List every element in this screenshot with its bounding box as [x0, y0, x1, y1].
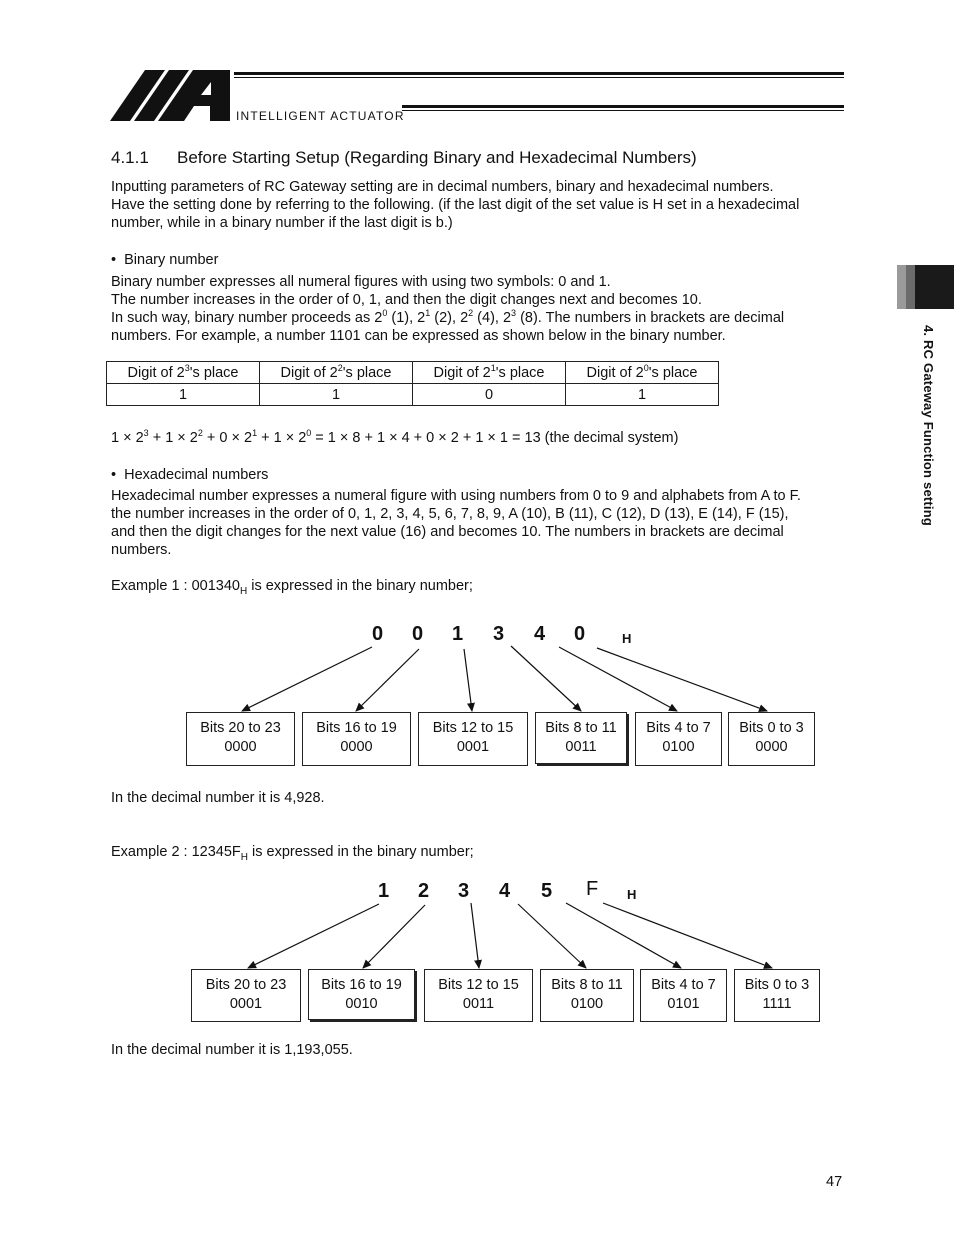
hex-bullet: • Hexadecimal numbers — [111, 467, 269, 483]
example1-result: In the decimal number it is 4,928. — [111, 790, 325, 806]
binary-line: The number increases in the order of 0, 1, and then the digit changes next and becomes 10. — [111, 292, 702, 308]
table-header-cell: Digit of $2^2's$ place — [260, 362, 413, 384]
intro-line: number, while in a binary number if the last digit is b.) — [111, 215, 453, 231]
example1-digit: 0 — [574, 623, 586, 645]
hex-line: the number increases in the order of 0, 1, 2, 3, 4, 5, 6, 7, 8, 9, A (10), B (11), C (12), D (13), E (14), F (15), — [111, 506, 789, 522]
arrow-line — [518, 904, 586, 968]
example2-bit-box: Bits 4 to 7 0101 — [640, 969, 727, 1022]
table-header-cell: Digit of $2^3's$ place — [107, 362, 260, 384]
bullet-dot: • — [111, 252, 125, 268]
table-cell: 1 — [566, 384, 719, 406]
section-heading — [111, 148, 697, 168]
intro-paragraph — [111, 178, 799, 232]
page-number: 47 — [826, 1174, 843, 1190]
arrow-line — [464, 649, 472, 711]
example2-digit: 2 — [418, 880, 430, 902]
arrow-line — [363, 905, 425, 968]
example1-digit: 0 — [412, 623, 424, 645]
hex-line: numbers. — [111, 542, 172, 558]
arrow-line — [603, 903, 772, 968]
binary-line: Binary number expresses all numeral figures with using two symbols: 0 and 1. — [111, 274, 611, 290]
example1-bit-box: Bits 4 to 7 0100 — [635, 712, 722, 766]
chapter-tab-marker — [897, 265, 954, 309]
section-title: Before Starting Setup (Regarding Binary and Hexadecimal Numbers) — [177, 148, 697, 167]
table-cell: 1 — [107, 384, 260, 406]
intro-line: Have the setting done by referring to the following. (if the last digit of the set value is H set in a hexadecimal — [111, 197, 800, 213]
hex-line: and then the digit changes for the next value (16) and becomes 10. The numbers in brackets are decimal — [111, 524, 784, 540]
intro-line: Inputting parameters of RC Gateway setting are in decimal numbers, binary and hexadecimal numbers. — [111, 179, 774, 195]
table-row — [107, 384, 719, 406]
example1-intro: Example 1 : $001340_H$ is expressed in the binary number; — [111, 578, 473, 597]
example2-bit-box: Bits 8 to 11 0100 — [540, 969, 634, 1022]
example2-digit: 3 — [458, 880, 470, 902]
table-cell: 1 — [260, 384, 413, 406]
arrow-line — [248, 904, 379, 968]
example2-digit: 5 — [541, 880, 553, 902]
example1-digit: 3 — [493, 623, 505, 645]
header-rule-low2 — [402, 110, 844, 111]
example2-bit-box: Bits 20 to 23 0001 — [191, 969, 301, 1022]
header-rule-mid — [234, 77, 844, 78]
arrow-line — [559, 647, 677, 711]
binary-place-table — [106, 361, 719, 406]
example1-digit: 0 — [372, 623, 384, 645]
example1-digit: 1 — [452, 623, 464, 645]
example1-suffix: H — [622, 631, 632, 646]
example1-bit-box: Bits 12 to 15 0001 — [418, 712, 528, 766]
hex-line: Hexadecimal number expresses a numeral figure with using numbers from 0 to 9 and alphabets from A to F. — [111, 488, 801, 504]
example2-bit-box: Bits 0 to 3 1111 — [734, 969, 820, 1022]
example1-bit-box: Bits 20 to 23 0000 — [186, 712, 295, 766]
chapter-side-label: 4. RC Gateway Function setting — [921, 325, 936, 527]
table-cell: 0 — [413, 384, 566, 406]
binary-paragraph — [111, 273, 784, 345]
example2-suffix: H — [627, 887, 637, 902]
arrow-line — [242, 647, 372, 711]
example2-intro: Example 2 : $12345F_H$ is expressed in the binary number; — [111, 844, 474, 863]
example2-result: In the decimal number it is 1,193,055. — [111, 1042, 353, 1058]
hex-paragraph — [111, 487, 801, 559]
header — [110, 68, 845, 128]
example2-digit: 4 — [499, 880, 511, 902]
example2-digit: 1 — [378, 880, 390, 902]
example2-digit: F — [586, 878, 599, 900]
bullet-dot: • — [111, 467, 125, 483]
example1-digit: 4 — [534, 623, 546, 645]
table-header-row — [107, 362, 719, 384]
binary-line: numbers. For example, a number 1101 can be expressed as shown below in the binary number. — [111, 328, 726, 344]
example1-bit-box: Bits 0 to 3 0000 — [728, 712, 815, 766]
table-header-cell: Digit of $2^0's$ place — [566, 362, 719, 384]
binary-formula: $1 \times 2^3 + 1 \times 2^2 + 0 \times 2^1 + 1 \times 2^0 = 1 \times 8 + 1 \times 4 + 0 \times 2 + 1 \times 1 = 13$ (the decimal system) — [111, 428, 679, 446]
table-header-cell: Digit of $2^1's$ place — [413, 362, 566, 384]
arrow-line — [597, 648, 767, 711]
brand-name: INTELLIGENT ACTUATOR — [236, 109, 405, 123]
arrow-line — [471, 903, 479, 968]
arrow-line — [356, 649, 419, 711]
arrow-line — [566, 903, 681, 968]
header-rule-low1 — [402, 105, 844, 108]
binary-bullet: • Binary number — [111, 252, 219, 268]
iai-logo-icon — [110, 68, 240, 124]
header-rule-top — [234, 72, 844, 75]
example2-bit-box: Bits 12 to 15 0011 — [424, 969, 533, 1022]
example1-bit-box: Bits 8 to 11 0011 — [535, 712, 627, 764]
arrow-line — [511, 646, 581, 711]
example1-bit-box: Bits 16 to 19 0000 — [302, 712, 411, 766]
example2-bit-box: Bits 16 to 19 0010 — [308, 969, 415, 1020]
binary-line: In such way, binary number proceeds as $2^0$ (1), $2^1$ (2), $2^2$ (4), $2^3$ (8). The numbers in brackets are decimal — [111, 308, 785, 326]
section-number: 4.1.1 — [111, 148, 149, 167]
